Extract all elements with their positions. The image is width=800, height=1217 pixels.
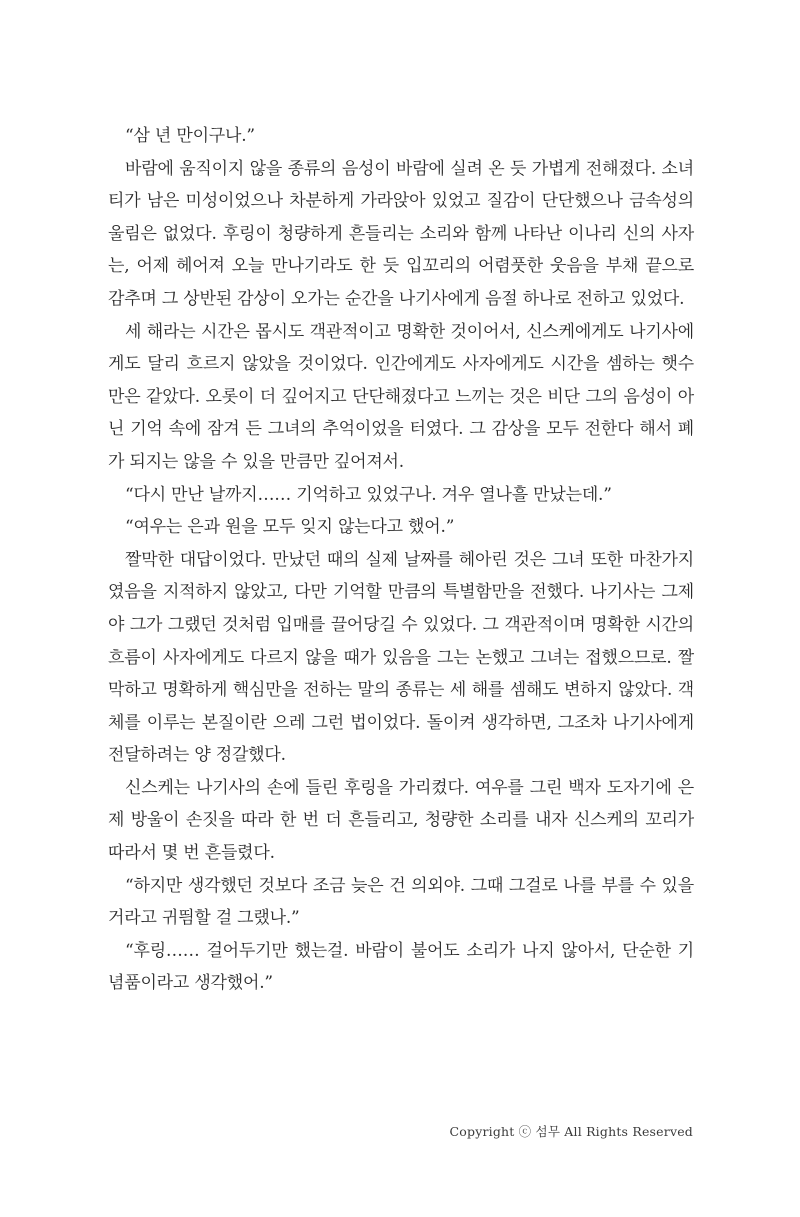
paragraph-5: “여우는 은과 원을 모두 잊지 않는다고 했어.” [125, 517, 455, 538]
paragraph-6: 짤막한 대답이었다. 만났던 때의 실제 날짜를 헤아린 것은 그녀 또한 마찬가지였음을 지적하지 않았고, 다만 기억할 만큼의 특별함만을 전했다. 나기사는 그제야 그가 그랬던 것처럼 입매를 끌어당길 수 있었다. 그 객관적이며 명확한 시간의 흐름이 사자에게도 다르지 않을 때가 있음을 그는 논했고 그녀는 접했으므로. 짤막하고 명확하게 핵심만을 전하는 말의 종류는 세 해를 셈해도 변하지 않았다. 객체를 이루는 본질이란 으레 그런 법이었다. 돌이켜 생각하면, 그조차 나기사에게 전달하려는 양 정갈했다. [108, 549, 694, 766]
paragraph-7: 신스케는 나기사의 손에 들린 후링을 가리켰다. 여우를 그린 백자 도자기에 은제 방울이 손짓을 따라 한 번 더 흔들리고, 청량한 소리를 내자 신스케의 꼬리가 따라서 몇 번 흔들렸다. [108, 777, 694, 864]
copyright-footer: Copyright ⓒ 섬무 All Rights Reserved [449, 1124, 693, 1139]
paragraph-3: 세 해라는 시간은 몹시도 객관적이고 명확한 것이어서, 신스케에게도 나기사에게도 달리 흐르지 않았을 것이었다. 인간에게도 사자에게도 시간을 셈하는 햇수만은 같았다. 오롯이 더 깊어지고 단단해졌다고 느끼는 것은 비단 그의 음성이 아닌 기억 속에 잠겨 든 그녀의 추억이었을 터였다. 그 감상을 모두 전한다 해서 폐가 되지는 않을 수 있을 만큼만 깊어져서. [108, 321, 695, 472]
body-text [108, 120, 694, 1000]
paragraph-8: “하지만 생각했던 것보다 조금 늦은 건 의외야. 그때 그걸로 나를 부를 수 있을 거라고 귀띔할 걸 그랬나.” [108, 875, 694, 929]
paragraph-1: “삼 년 만이구나.” [125, 126, 255, 146]
paragraph-2: 바람에 움직이지 않을 종류의 음성이 바람에 실려 온 듯 가볍게 전해졌다. 소녀티가 남은 미성이었으나 차분하게 가라앉아 있었고 질감이 단단했으나 금속성의 울림은 없었다. 후링이 청량하게 흔들리는 소리와 함께 나타난 이나리 신의 사자는, 어제 헤어져 오늘 만나기라도 한 듯 입꼬리의 어렴풋한 웃음을 부채 끝으로 감추며 그 상반된 감상이 오가는 순간을 나기사에게 음절 하나로 전하고 있었다. [108, 158, 694, 309]
paragraph-9: “후링…… 걸어두기만 했는걸. 바람이 불어도 소리가 나지 않아서, 단순한 기념품이라고 생각했어.” [108, 940, 694, 994]
paragraph-4: “다시 만난 날까지…… 기억하고 있었구나. 겨우 열나흘 만났는데.” [125, 484, 612, 505]
